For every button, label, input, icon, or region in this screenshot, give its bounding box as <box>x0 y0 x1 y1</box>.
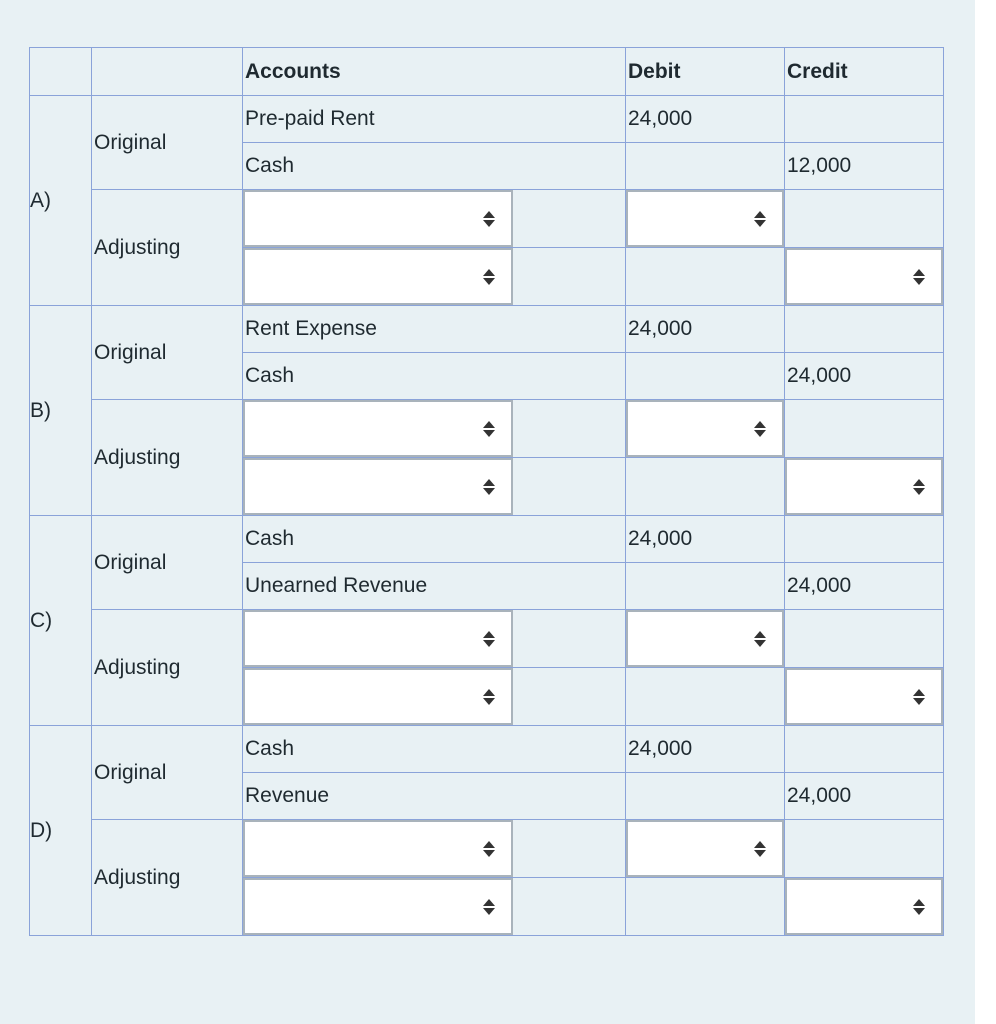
adjusting-credit-amount-select[interactable] <box>785 248 943 305</box>
section-label: A) <box>30 96 92 306</box>
original-row <box>30 306 944 353</box>
adjusting-debit-cell <box>626 820 785 878</box>
adjusting-account-cell <box>243 820 626 878</box>
original-debit-cell: 24,000 <box>626 516 785 563</box>
adjusting-credit-cell <box>785 878 944 936</box>
adjusting-label: Adjusting <box>92 190 243 306</box>
adjusting-debit-cell <box>626 248 785 306</box>
original-credit-cell: 24,000 <box>785 563 944 610</box>
original-row <box>30 726 944 773</box>
sort-arrows-icon <box>913 689 925 705</box>
original-debit-cell <box>626 773 785 820</box>
sort-arrows-icon <box>483 631 495 647</box>
original-label: Original <box>92 306 243 400</box>
adjusting-credit-cell <box>785 820 944 878</box>
adjusting-credit-account-select[interactable] <box>243 248 513 305</box>
sort-arrows-icon <box>754 421 766 437</box>
header-row <box>30 48 944 96</box>
original-credit-cell <box>785 726 944 773</box>
adjusting-debit-cell <box>626 610 785 668</box>
adjusting-debit-account-select[interactable] <box>243 190 513 247</box>
adjusting-label: Adjusting <box>92 610 243 726</box>
header-accounts: Accounts <box>243 48 626 96</box>
adjusting-account-cell <box>243 190 626 248</box>
original-account-cell: Cash <box>243 516 626 563</box>
sort-arrows-icon <box>754 631 766 647</box>
original-credit-cell: 12,000 <box>785 143 944 190</box>
adjusting-account-cell <box>243 458 626 516</box>
original-credit-cell: 24,000 <box>785 353 944 400</box>
sort-arrows-icon <box>913 899 925 915</box>
sort-arrows-icon <box>483 899 495 915</box>
sort-arrows-icon <box>483 211 495 227</box>
adjusting-row <box>30 820 944 878</box>
adjusting-label: Adjusting <box>92 400 243 516</box>
adjusting-account-cell <box>243 668 626 726</box>
adjusting-credit-account-select[interactable] <box>243 878 513 935</box>
adjusting-debit-account-select[interactable] <box>243 400 513 457</box>
sort-arrows-icon <box>483 421 495 437</box>
adjusting-row <box>30 400 944 458</box>
adjusting-debit-account-select[interactable] <box>243 610 513 667</box>
original-label: Original <box>92 96 243 190</box>
adjusting-account-cell <box>243 878 626 936</box>
original-credit-cell: 24,000 <box>785 773 944 820</box>
sort-arrows-icon <box>754 841 766 857</box>
original-debit-cell <box>626 353 785 400</box>
adjusting-debit-cell <box>626 668 785 726</box>
sort-arrows-icon <box>483 841 495 857</box>
adjusting-credit-cell <box>785 668 944 726</box>
original-account-cell: Cash <box>243 726 626 773</box>
adjusting-credit-cell <box>785 190 944 248</box>
sort-arrows-icon <box>483 689 495 705</box>
header-debit: Debit <box>626 48 785 96</box>
adjusting-credit-account-select[interactable] <box>243 668 513 725</box>
sort-arrows-icon <box>483 269 495 285</box>
adjusting-row <box>30 610 944 668</box>
adjusting-credit-cell <box>785 400 944 458</box>
header-empty-2 <box>92 48 243 96</box>
original-account-cell: Unearned Revenue <box>243 563 626 610</box>
adjusting-debit-amount-select[interactable] <box>626 820 784 877</box>
section-label: D) <box>30 726 92 936</box>
original-label: Original <box>92 726 243 820</box>
original-row <box>30 516 944 563</box>
sort-arrows-icon <box>913 269 925 285</box>
adjusting-credit-amount-select[interactable] <box>785 668 943 725</box>
adjusting-debit-cell <box>626 400 785 458</box>
original-account-cell: Cash <box>243 143 626 190</box>
adjusting-debit-account-select[interactable] <box>243 820 513 877</box>
original-debit-cell <box>626 563 785 610</box>
original-account-cell: Rent Expense <box>243 306 626 353</box>
adjusting-credit-cell <box>785 610 944 668</box>
sort-arrows-icon <box>754 211 766 227</box>
original-debit-cell: 24,000 <box>626 96 785 143</box>
adjusting-credit-amount-select[interactable] <box>785 458 943 515</box>
adjusting-account-cell <box>243 610 626 668</box>
adjusting-debit-amount-select[interactable] <box>626 610 784 667</box>
original-debit-cell <box>626 143 785 190</box>
adjusting-debit-amount-select[interactable] <box>626 190 784 247</box>
original-row <box>30 96 944 143</box>
adjusting-row <box>30 190 944 248</box>
header-empty-1 <box>30 48 92 96</box>
original-account-cell: Revenue <box>243 773 626 820</box>
adjusting-debit-amount-select[interactable] <box>626 400 784 457</box>
section-label: B) <box>30 306 92 516</box>
original-credit-cell <box>785 516 944 563</box>
sort-arrows-icon <box>483 479 495 495</box>
original-credit-cell <box>785 96 944 143</box>
adjusting-debit-cell <box>626 190 785 248</box>
section-label: C) <box>30 516 92 726</box>
original-label: Original <box>92 516 243 610</box>
adjusting-account-cell <box>243 400 626 458</box>
adjusting-debit-cell <box>626 458 785 516</box>
adjusting-label: Adjusting <box>92 820 243 936</box>
header-credit: Credit <box>785 48 944 96</box>
adjusting-credit-amount-select[interactable] <box>785 878 943 935</box>
original-account-cell: Cash <box>243 353 626 400</box>
adjusting-credit-account-select[interactable] <box>243 458 513 515</box>
adjusting-account-cell <box>243 248 626 306</box>
adjusting-debit-cell <box>626 878 785 936</box>
sort-arrows-icon <box>913 479 925 495</box>
adjusting-credit-cell <box>785 458 944 516</box>
adjusting-credit-cell <box>785 248 944 306</box>
journal-table <box>29 47 944 936</box>
original-credit-cell <box>785 306 944 353</box>
original-debit-cell: 24,000 <box>626 726 785 773</box>
original-account-cell: Pre-paid Rent <box>243 96 626 143</box>
original-debit-cell: 24,000 <box>626 306 785 353</box>
